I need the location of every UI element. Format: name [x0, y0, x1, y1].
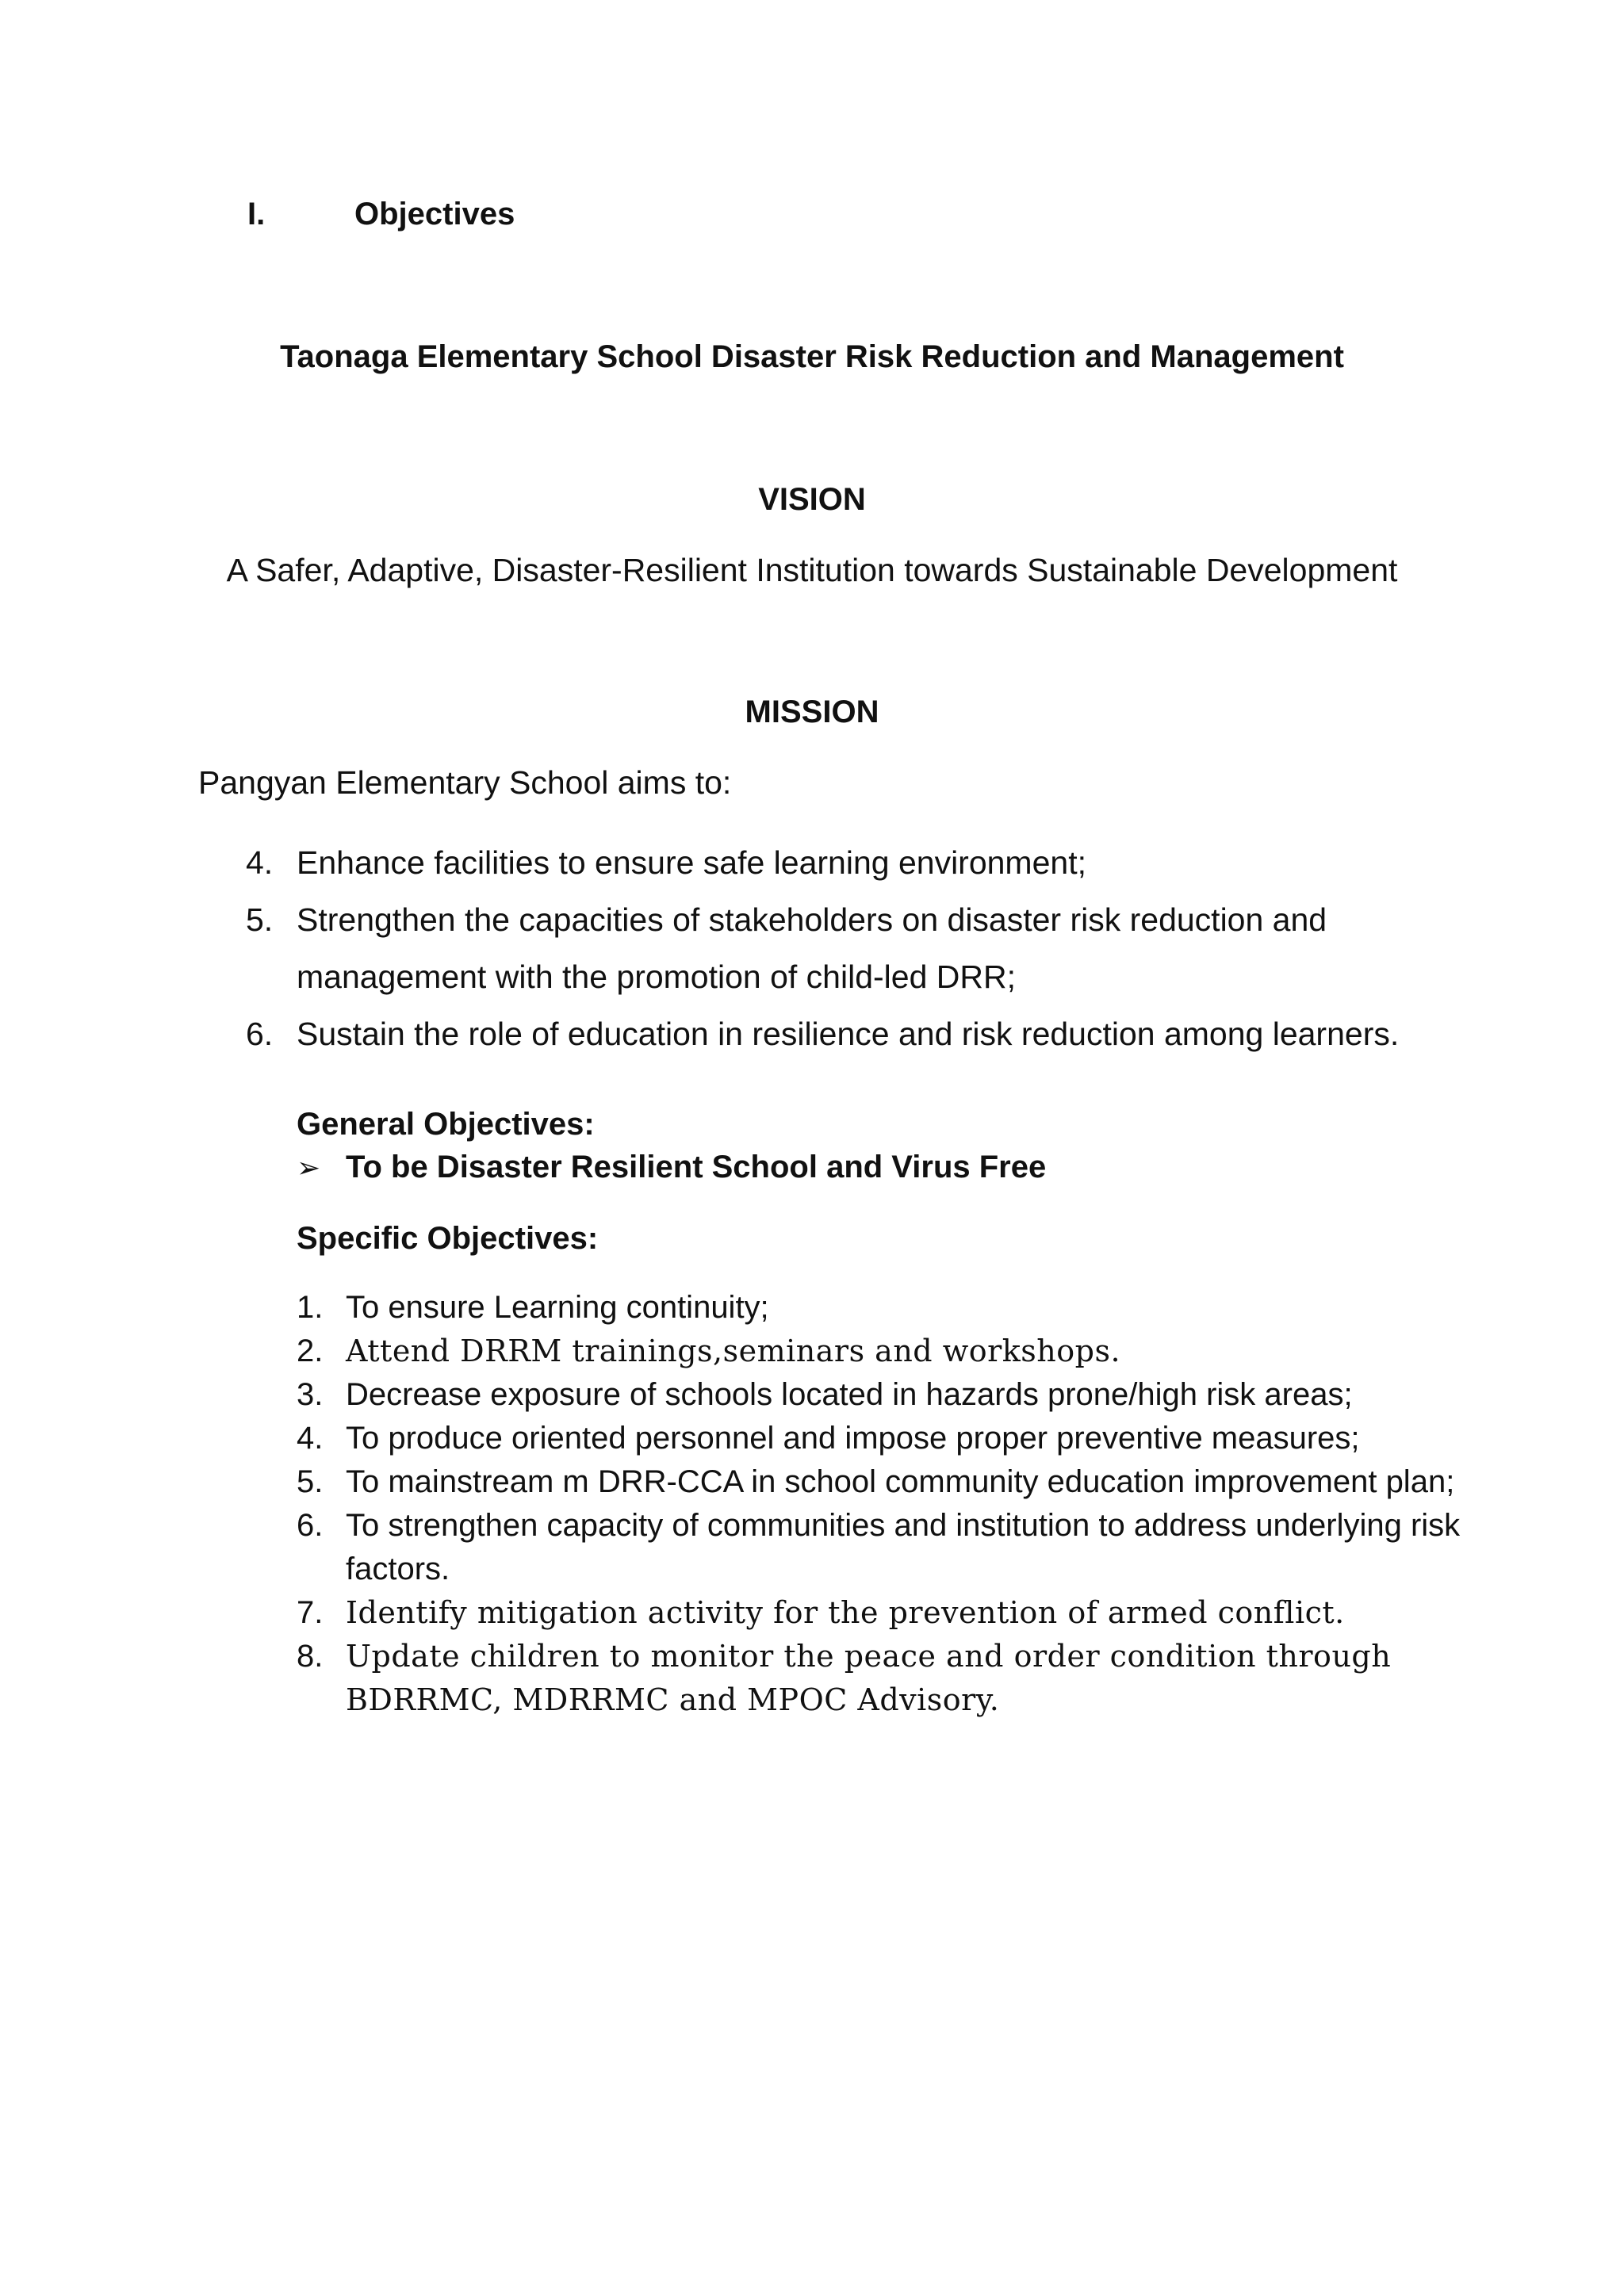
arrow-bullet-icon: ➢ — [297, 1151, 321, 1184]
specific-objective-item — [297, 1460, 1488, 1504]
specific-objective-item — [297, 1635, 1488, 1722]
specific-objective-number: 8. — [297, 1639, 324, 1674]
specific-objective-item — [297, 1504, 1488, 1591]
mission-item-number: 6. — [246, 1016, 274, 1052]
section-number: I. — [247, 197, 266, 232]
school-title: Taonaga Elementary School Disaster Risk Reduction and Management — [280, 339, 1344, 374]
specific-objective-item — [297, 1286, 1488, 1330]
mission-list — [246, 834, 1486, 1062]
specific-objective-number: 7. — [297, 1595, 324, 1630]
specific-objective-text: To ensure Learning continuity; — [346, 1290, 769, 1325]
specific-objective-number: 4. — [297, 1421, 324, 1456]
specific-objective-item — [297, 1330, 1488, 1373]
specific-objective-text: Decrease exposure of schools located in hazards prone/high risk areas; — [346, 1377, 1353, 1412]
mission-item-text: Strengthen the capacities of stakeholders on disaster risk reduction and management with the promotion of child-led DRR; — [297, 901, 1327, 995]
mission-intro: Pangyan Elementary School aims to: — [198, 764, 732, 801]
general-objective-item — [297, 1150, 1046, 1185]
mission-item — [246, 834, 1486, 891]
specific-objective-item — [297, 1373, 1488, 1417]
mission-item-number: 5. — [246, 901, 274, 938]
specific-objective-text: To strengthen capacity of communities and institution to address underlying risk factors. — [346, 1508, 1461, 1586]
mission-heading: MISSION — [745, 695, 879, 729]
specific-objectives-heading: Specific Objectives: — [297, 1221, 599, 1256]
specific-objective-text: To produce oriented personnel and impose proper preventive measures; — [346, 1421, 1360, 1456]
vision-heading: VISION — [758, 482, 866, 517]
mission-item — [246, 1005, 1486, 1062]
general-objectives-heading: General Objectives: — [297, 1107, 595, 1142]
specific-objective-number: 1. — [297, 1290, 324, 1325]
specific-objective-text: To mainstream m DRR-CCA in school community education improvement plan; — [346, 1464, 1455, 1499]
mission-item-text: Sustain the role of education in resilience and risk reduction among learners. — [297, 1016, 1400, 1052]
mission-item-text: Enhance facilities to ensure safe learning environment; — [297, 844, 1086, 881]
specific-objective-text: Update children to monitor the peace and order condition through BDRRMC, MDRRMC and MPOC Advisory. — [346, 1639, 1392, 1717]
section-title: Objectives — [354, 197, 515, 232]
vision-text: A Safer, Adaptive, Disaster-Resilient Institution towards Sustainable Development — [226, 552, 1398, 588]
mission-item-number: 4. — [246, 844, 274, 881]
specific-objective-number: 5. — [297, 1464, 324, 1499]
specific-objective-number: 3. — [297, 1377, 324, 1412]
specific-objective-number: 6. — [297, 1508, 324, 1543]
specific-objective-item — [297, 1591, 1488, 1635]
specific-objective-text: Attend DRRM trainings,seminars and workshops. — [346, 1334, 1121, 1368]
general-objective-text: To be Disaster Resilient School and Virus Free — [346, 1150, 1047, 1184]
specific-objective-number: 2. — [297, 1334, 324, 1368]
specific-objectives-list — [297, 1286, 1488, 1722]
specific-objective-text: Identify mitigation activity for the prevention of armed conflict. — [346, 1595, 1345, 1630]
specific-objective-item — [297, 1417, 1488, 1460]
mission-item — [246, 891, 1486, 1005]
